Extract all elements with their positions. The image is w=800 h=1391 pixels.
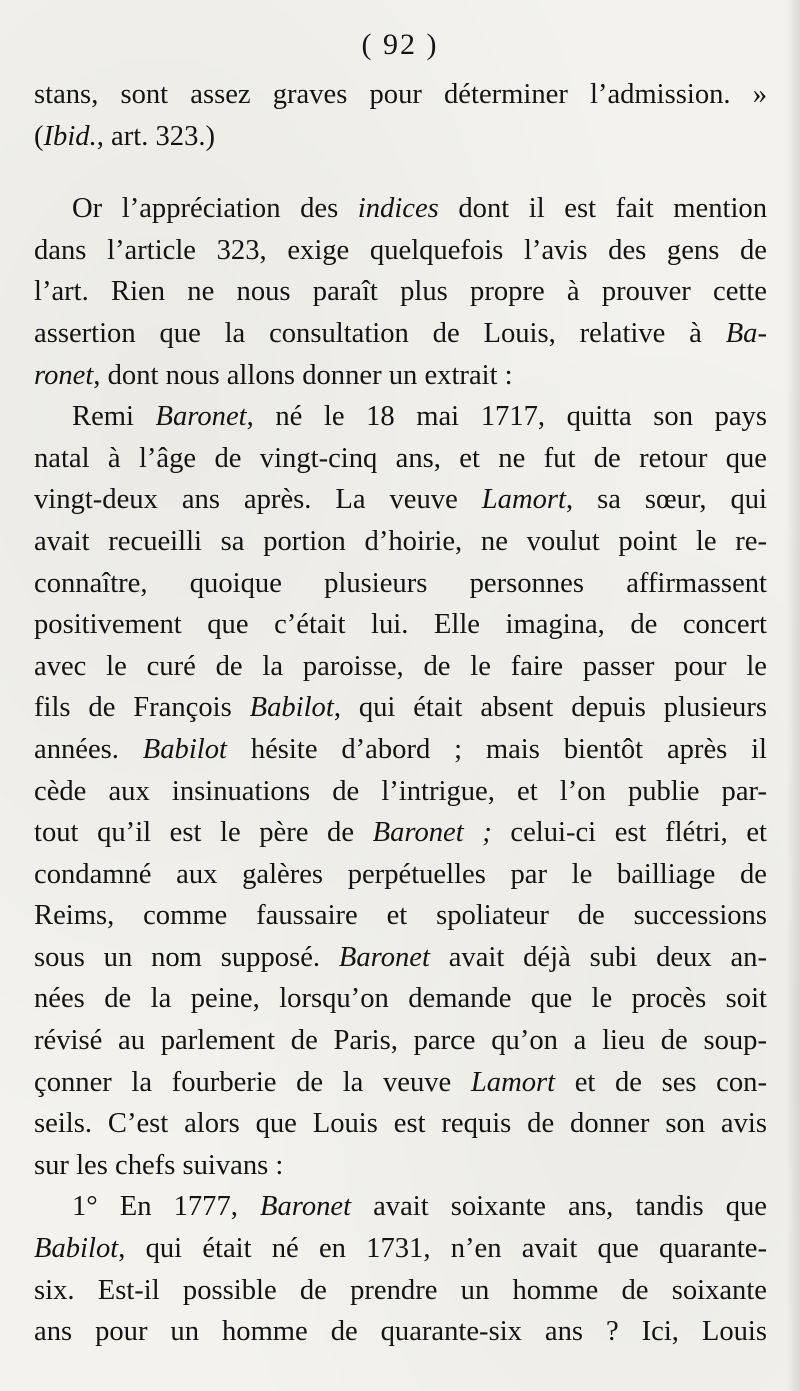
- text-run: çonner la fourberie de la veuve: [34, 1066, 471, 1098]
- paragraph-gap: [34, 157, 767, 188]
- text-run: natal à l’âge de vingt-cinq ans, et ne fut de retour que: [34, 442, 767, 474]
- text-run: positivement que c’était lui. Elle imagina, de concert: [34, 609, 767, 641]
- italic-text: Baronet ;: [372, 817, 492, 849]
- text-line: [34, 1103, 767, 1145]
- text-line: [34, 1020, 767, 1062]
- text-run: stans, sont assez graves pour déterminer l’admission. »: [34, 79, 767, 110]
- italic-text: Babilot: [249, 692, 334, 724]
- text-run: l’art. Rien ne nous paraît plus propre à prouver cette: [34, 276, 767, 308]
- text-line: [34, 978, 767, 1020]
- text-line: [34, 230, 767, 272]
- italic-text: Baronet: [338, 941, 430, 973]
- text-run: ans pour un homme de quarante-six ans ? Ici, Louis: [34, 1316, 767, 1348]
- text-run: connaître, quoique plusieurs personnes affirmassent: [34, 567, 767, 599]
- page-number: ( 92 ): [361, 28, 439, 61]
- italic-text: ronet: [34, 359, 94, 391]
- text-line: [34, 729, 767, 771]
- text-line: [34, 396, 767, 438]
- italic-text: Babilot: [34, 1233, 119, 1265]
- text-run: hésite d’abord ; mais bientôt après il: [226, 733, 767, 765]
- text-run: avait soixante ans, tandis que: [351, 1191, 767, 1223]
- text-run: (: [34, 120, 44, 152]
- text-run: assertion que la consultation de Louis, relative à: [34, 317, 726, 349]
- text-run: condamné aux galères perpétuelles par le bailliage de: [34, 858, 767, 890]
- text-run: 1° En 1777,: [72, 1191, 260, 1223]
- italic-text: Babilot: [142, 733, 227, 765]
- text-run: années.: [34, 733, 143, 765]
- text-run: celui-ci est flétri, et: [491, 817, 767, 849]
- italic-text: indices: [357, 193, 439, 225]
- text-line: [34, 937, 767, 979]
- italic-text: Baronet: [155, 401, 247, 433]
- text-run: , né le 18 mai 1717, quitta son pays: [246, 401, 767, 433]
- text-line: [34, 271, 767, 313]
- text-line: [34, 188, 767, 230]
- text-run: avec le curé de la paroisse, de le faire passer pour le: [34, 650, 767, 682]
- text-line: [34, 1311, 767, 1353]
- italic-text: Ibid.: [43, 120, 97, 152]
- text-line: [34, 479, 767, 521]
- text-run: sur les chefs suivans :: [34, 1149, 284, 1181]
- text-line: [34, 521, 767, 563]
- text-run: , sa sœur, qui: [565, 484, 767, 516]
- text-line: [34, 355, 767, 397]
- text-line: [34, 1270, 767, 1312]
- italic-text: Lamort: [481, 484, 566, 516]
- text-run: , qui était absent depuis plusieurs: [333, 692, 767, 724]
- text-line: [34, 771, 767, 813]
- text-line: [34, 74, 767, 116]
- text-run: sous un nom supposé.: [34, 941, 339, 973]
- text-run: six. Est-il possible de prendre un homme de soixante: [34, 1274, 767, 1306]
- text-run: , qui était né en 1731, n’en avait que quarante-: [118, 1233, 767, 1265]
- text-line: [34, 116, 767, 158]
- text-run: fils de François: [34, 692, 250, 724]
- text-run: Remi: [72, 401, 156, 433]
- text-line: [34, 1145, 767, 1187]
- text-line: [34, 563, 767, 605]
- page-edge-shadow: [786, 0, 800, 1391]
- text-line: [34, 313, 767, 355]
- text-line: [34, 854, 767, 896]
- text-run: , dont nous allons donner un extrait :: [93, 359, 513, 391]
- italic-text: Ba-: [725, 317, 767, 349]
- text-run: dans l’article 323, exige quelquefois l’avis des gens de: [34, 234, 767, 266]
- text-line: [34, 1186, 767, 1228]
- text-line: [34, 687, 767, 729]
- text-run: nées de la peine, lorsqu’on demande que le procès soit: [34, 983, 767, 1015]
- text-line: [34, 646, 767, 688]
- text-run: dont il est fait mention: [438, 193, 767, 225]
- italic-text: Lamort: [470, 1066, 556, 1098]
- text-run: vingt-deux ans après. La veuve: [34, 484, 482, 516]
- text-run: avait recueilli sa portion d’hoirie, ne voulut point le re-: [34, 525, 767, 557]
- text-line: [34, 1228, 767, 1270]
- text-run: , art. 323.): [96, 120, 216, 152]
- text-run: et de ses con-: [555, 1066, 767, 1098]
- text-line: [34, 1062, 767, 1104]
- text-line: [34, 812, 767, 854]
- text-line: [34, 895, 767, 937]
- text-run: tout qu’il est le père de: [34, 817, 373, 849]
- body-text: [34, 74, 767, 1353]
- text-run: Reims, comme faussaire et spoliateur de successions: [34, 900, 767, 932]
- italic-text: Baronet: [259, 1191, 352, 1223]
- text-run: avait déjà subi deux an-: [429, 941, 767, 973]
- text-line: [34, 604, 767, 646]
- text-line: [34, 438, 767, 480]
- text-run: Or l’appréciation des: [72, 193, 358, 225]
- text-run: cède aux insinuations de l’intrigue, et l’on publie par-: [34, 775, 767, 807]
- text-run: révisé au parlement de Paris, parce qu’on a lieu de soup-: [34, 1025, 767, 1057]
- text-run: seils. C’est alors que Louis est requis de donner son avis: [34, 1108, 767, 1140]
